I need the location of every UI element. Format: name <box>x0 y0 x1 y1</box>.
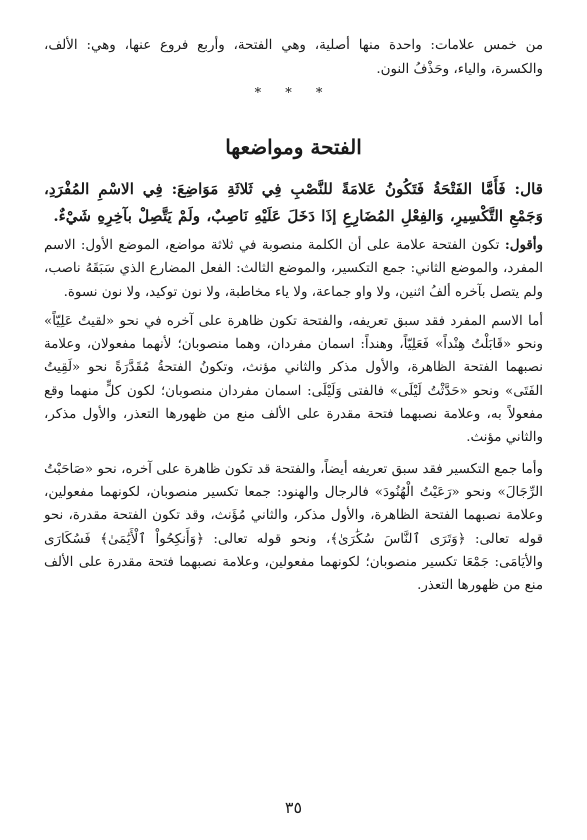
page-number: ٣٥ <box>284 798 303 817</box>
sharh-lead: وأقول: <box>504 237 543 253</box>
matn-lead: قال: <box>514 180 543 198</box>
section-heading: الفتحة ومواضعها <box>225 135 362 159</box>
matn-text: فَأَمَّا الفَتْحَةُ فَتَكُونُ عَلامَةً للنَّصْبِ فِي ثَلاثَةِ مَوَاضِعَ: فِي الاسْمِ المُفْرَدِ، وَجَمْعِ التَّكْسِيرِ، وَالفِعْلِ المُضَارِعِ إذَا دَخَلَ عَلَيْهِ نَاصِبٌ، ولَمْ يَتَّصِلْ بآخِرِهِ شَيْءٌ. <box>44 180 543 225</box>
separator-stars: * * * <box>254 86 333 101</box>
sharh-text: تكون الفتحة علامة على أن الكلمة منصوبة في ثلاثة مواضع، الموضع الأول: الاسم المفرد، والموضع الثاني: جمع التكسير، والموضع الثالث: الفعل المضارع الذي سَبَقَهُ ناصب، ولم يتصل بآخره ألفُ اثنين، ولا واو جماعة، ولا ياء مخاطبة، ولا نون توكيد، ولا نون نسوة. <box>44 238 543 300</box>
intro-paragraph: من خمس علامات: واحدة منها أصلية، وهي الفتحة، وأربع فروع عنها، وهي: الألف، والكسرة، والياء، وحَذْفُ النون. <box>44 38 543 77</box>
sharh-paragraph <box>44 234 543 304</box>
paragraph-singular-noun: أما الاسم المفرد فقد سبق تعريفه، والفتحة تكون ظاهرة على آخره في نحو «لقيتُ عَلِيّاً» ونحو «قَابَلْتُ هِنْداً» فَعَلِيّاً، وهنداً: اسمان مفردان، وهما منصوبان؛ لأنهما مفعولان، وعلامة نصبهما الفتحة الظاهرة، والأول مذكر والثاني مؤنث، وتكونُ الفتحةُ مُقَدَّرَةً نحو «لَقِيتُ الفَتَى» ونحو «حَدَّثْتُ لَيْلَى» فالفتى وَلَيْلَى: اسمان مفردان منصوبان؛ لكون كلٍّ منهما وقع مفعولاً به، وعلامة نصبهما فتحة مقدرة على الألف منع من ظهورها التعذر، والأول مذكر، والثاني مؤنث. <box>44 313 543 446</box>
paragraph-broken-plural: وأما جمع التكسير فقد سبق تعريفه أيضاً، والفتحة قد تكون ظاهرة على آخره، نحو «صَاحَبْتُ الرِّجَالَ» ونحو «رَعَيْتُ الْهُنُودَ» فالرجال والهنود: جمعا تكسير منصوبان، لكونهما مفعولين، وعلامة نصبهما الفتحة الظاهرة، والأول مذكر، والثاني مُؤَنث، وقد تكون الفتحة مقدرة، نحو قوله تعالى: ﴿وَتَرَى ٱلنَّاسَ سُكَٰرَىٰ﴾، ونحو قوله تعالى: ﴿وَأَنكِحُواْ ٱلْأَيَٰمَىٰ﴾ فَسُكَارَى والأيَامَى: جَمْعَا تكسير منصوبان؛ لكونهما مفعولين، وعلامة نصبهما فتحة مقدرة على الألف منع من ظهورها التعذر. <box>44 461 543 594</box>
matn-paragraph <box>44 176 543 230</box>
